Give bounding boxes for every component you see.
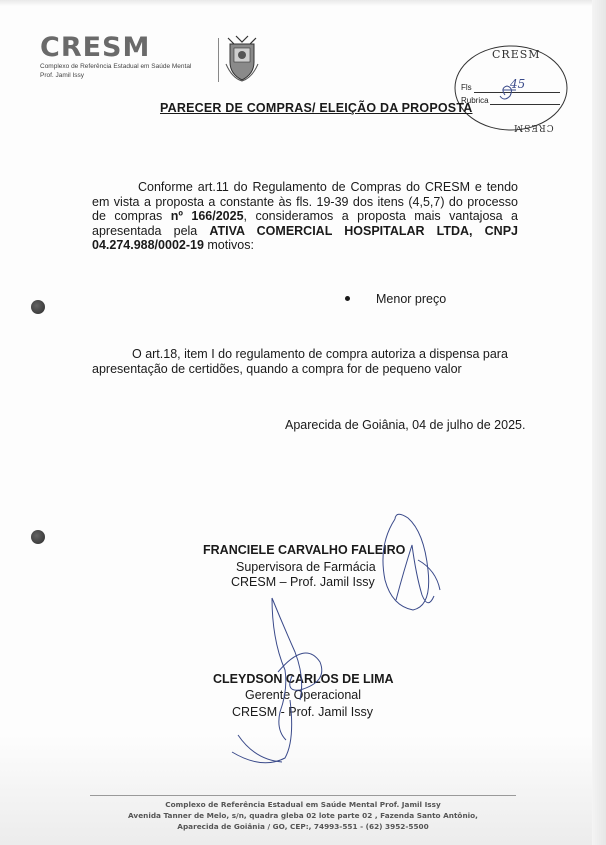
signatory-role: Supervisora de Farmácia — [236, 560, 376, 574]
logo-divider — [218, 38, 219, 82]
bullet-text: Menor preço — [376, 292, 447, 306]
signatory-org: CRESM - Prof. Jamil Issy — [232, 705, 373, 719]
logo-wordmark: CRESM — [40, 32, 151, 63]
logo-subtitle-2: Prof. Jamil Issy — [40, 72, 85, 79]
stamp-bottom-text: CRESM — [513, 122, 554, 132]
signatory-name: CLEYDSON CARLOS DE LIMA — [213, 672, 394, 686]
paragraph-middle: , consideramos a proposta mais vantajosa a apresentada pela — [92, 209, 519, 238]
goias-crest-icon — [222, 34, 262, 82]
stamp-rubrica-label: Rubrica — [461, 96, 489, 105]
signatory-org: CRESM – Prof. Jamil Issy — [231, 575, 375, 589]
signatory-name: FRANCIELE CARVALHO FALEIRO — [203, 543, 406, 557]
signature-1 — [383, 514, 440, 610]
paragraph-intro: Conforme art.11 do Regulamento de Compras do CRESM e tendo em vista a proposta a constante às fls. 19-39 dos itens (4,5,7) do processo de compras — [92, 180, 518, 223]
stamp-fls-label: Fls — [461, 83, 472, 92]
footer-line-2: Avenida Tanner de Melo, s/n, quadra gleba 02 lote parte 02 , Fazenda Santo Antônio, — [128, 811, 478, 820]
signatory-role: Gerente Operacional — [245, 688, 362, 702]
page-footer — [90, 799, 516, 832]
company-name: ATIVA COMERCIAL HOSPITALAR LTDA, CNPJ 04.274.988/0002-19 — [92, 223, 518, 252]
page-edge — [592, 0, 606, 845]
punch-hole-icon — [31, 300, 45, 314]
footer-divider — [90, 795, 516, 796]
stamp-fls-value: 45 — [510, 77, 526, 91]
stamp-line — [490, 104, 560, 105]
paragraph-end: motivos: — [203, 238, 254, 252]
stamp-top-text: CRESM — [492, 48, 541, 61]
stamp-line — [474, 92, 560, 93]
date-line: Aparecida de Goiânia, 04 de julho de 2025. — [285, 418, 526, 432]
bullet-icon — [345, 296, 350, 301]
cresm-logo — [40, 34, 220, 79]
bullet-item — [345, 292, 446, 306]
paragraph-proposal — [92, 180, 518, 253]
scan-shadow-top — [0, 0, 606, 6]
logo-subtitle: Complexo de Referência Estadual em Saúde Mental — [40, 63, 192, 70]
document-title: PARECER DE COMPRAS/ ELEIÇÃO DA PROPOSTA — [160, 101, 473, 115]
process-number: nº 166/2025 — [170, 209, 244, 223]
paragraph-certificates: O art.18, item I do regulamento de compra autoriza a dispensa para apresentação de certidões, quando a compra for de pequeno valor — [92, 347, 508, 376]
punch-hole-icon — [31, 530, 45, 544]
footer-line-3: Aparecida de Goiânia / GO, CEP:, 74993-551 - (62) 3952-5500 — [177, 822, 429, 831]
footer-line-1: Complexo de Referência Estadual em Saúde Mental Prof. Jamil Issy — [165, 800, 441, 809]
